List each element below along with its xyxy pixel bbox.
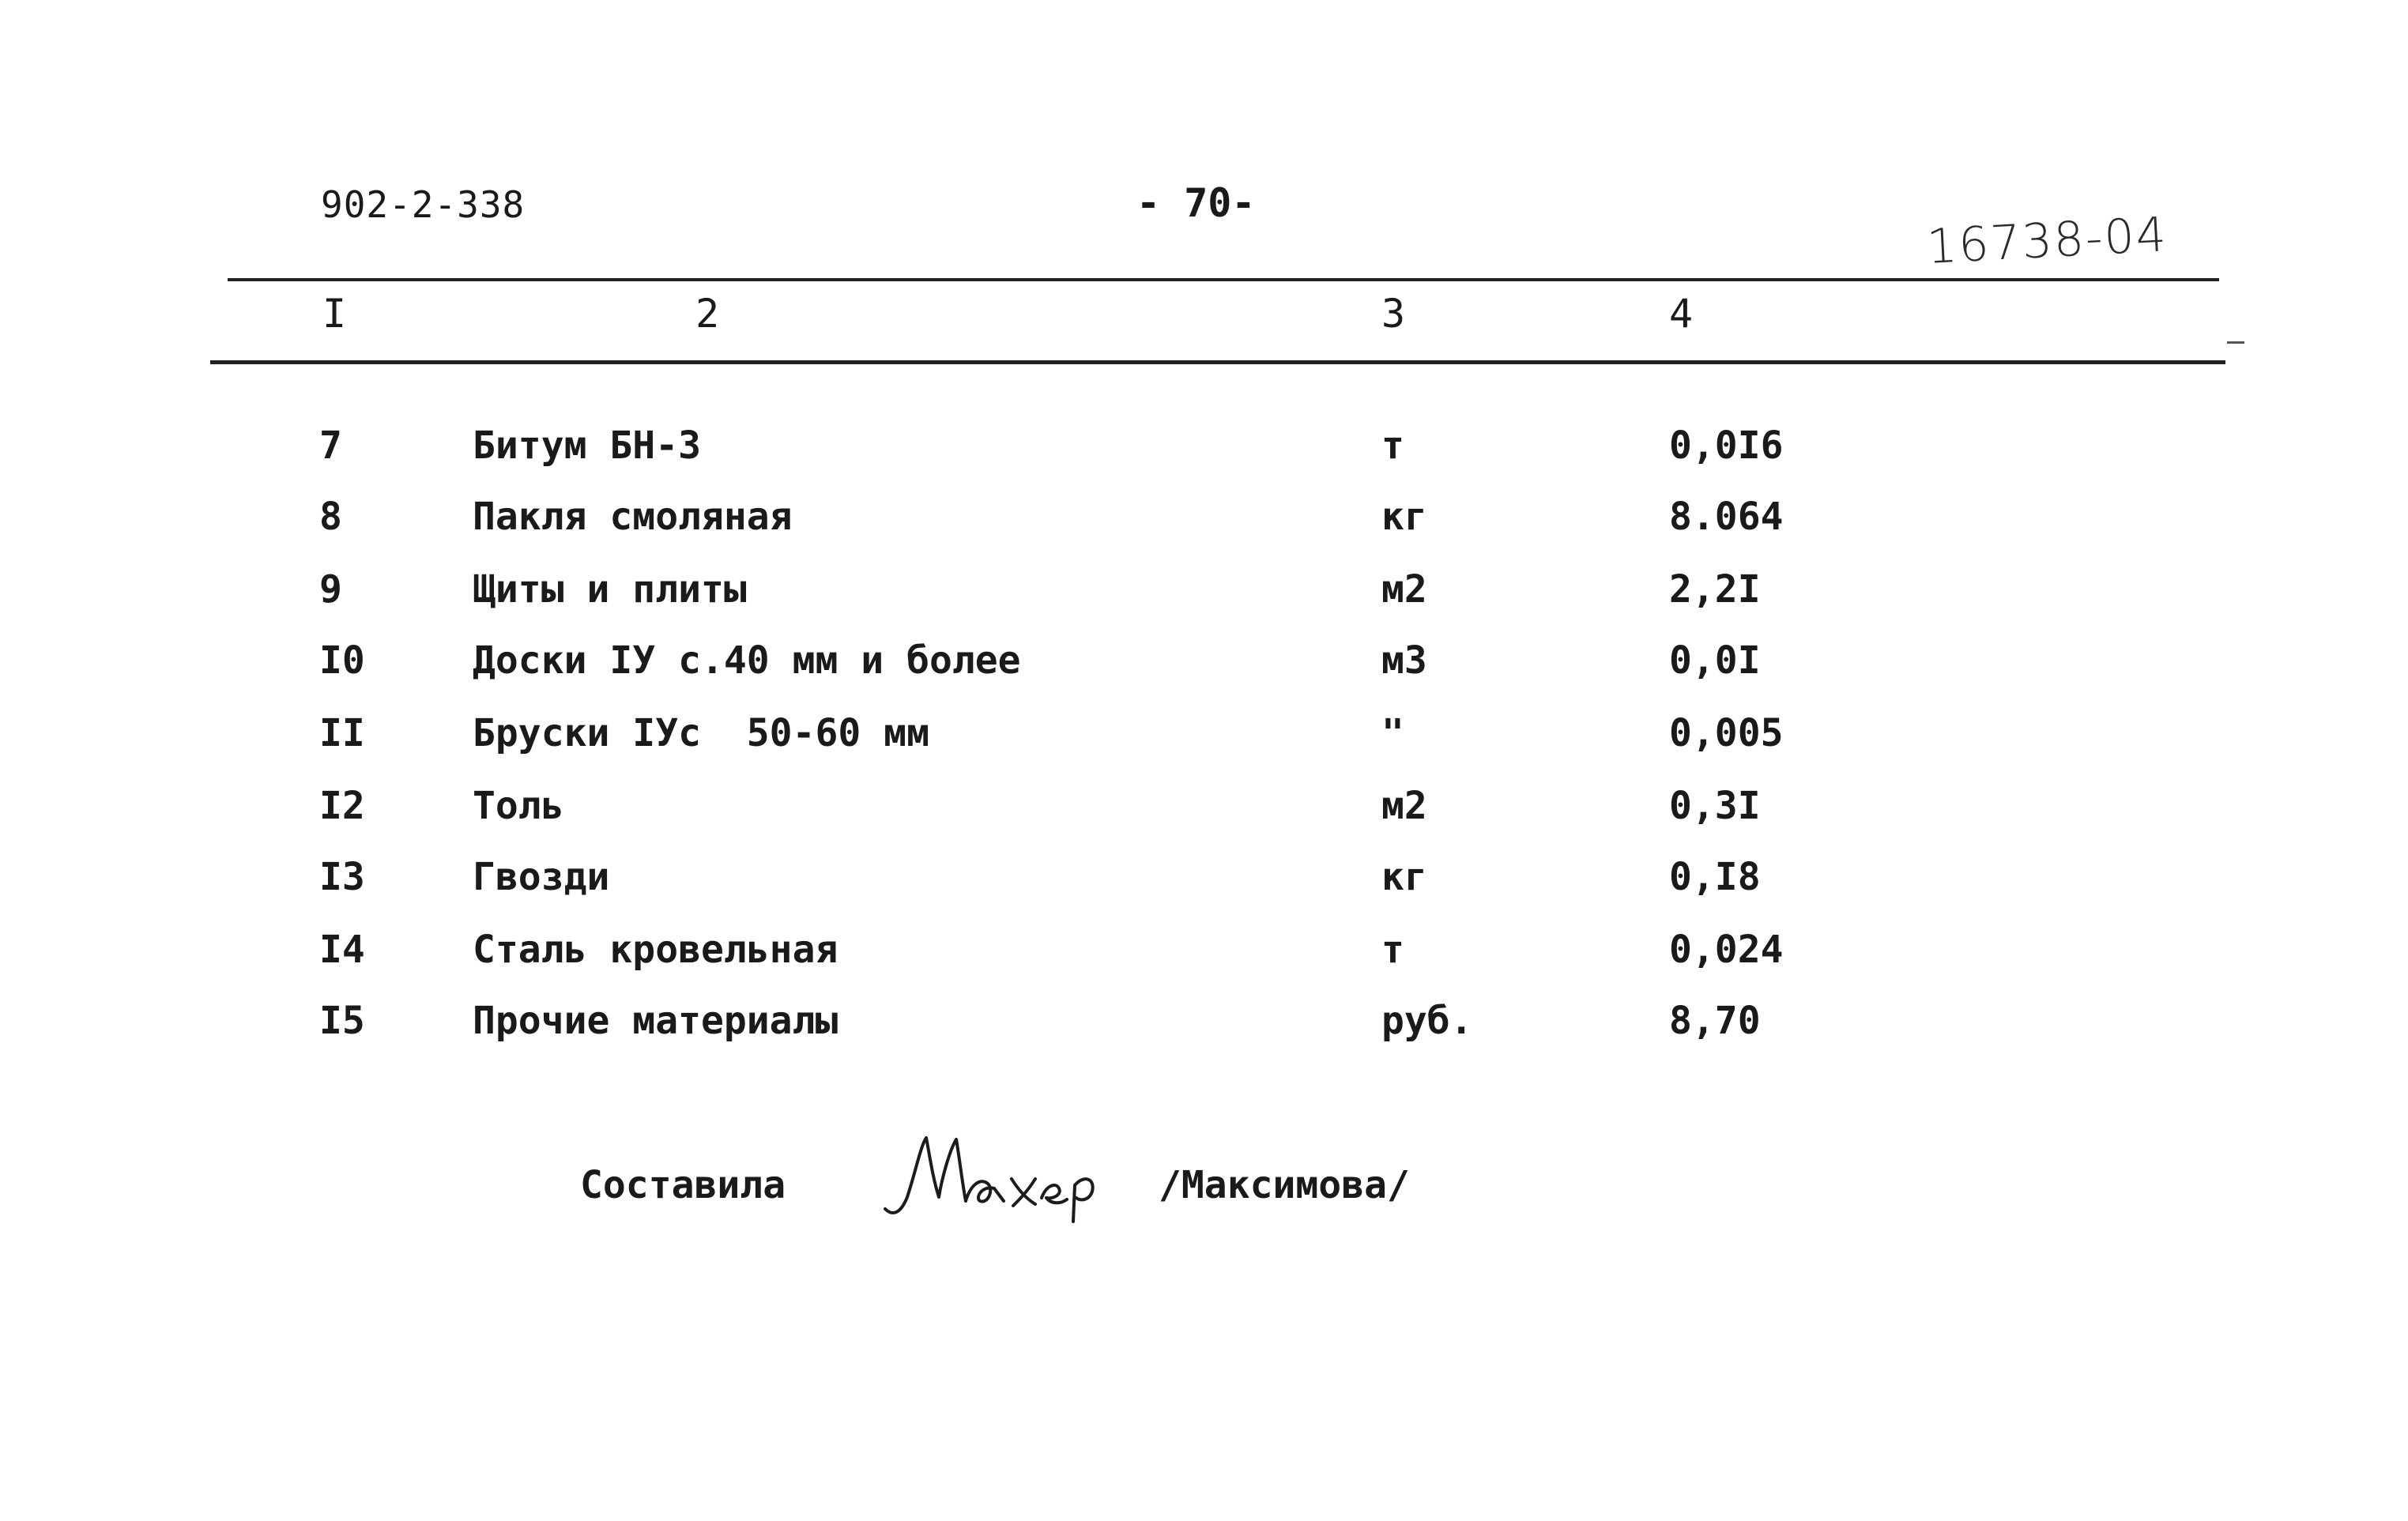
quantity: 0,0I6	[1669, 424, 1784, 468]
material-name: Толь	[473, 784, 564, 828]
material-name: Доски IУ с.40 мм и более	[473, 638, 1021, 683]
table-row	[0, 999, 2408, 1070]
unit: т	[1381, 424, 1404, 468]
unit: м2	[1381, 784, 1427, 828]
quantity: 2,2I	[1669, 567, 1761, 612]
row-number: I3	[319, 855, 365, 899]
table-row	[0, 638, 2408, 710]
quantity: 0,I8	[1669, 855, 1761, 899]
table-row	[0, 495, 2408, 566]
row-number: I5	[319, 999, 365, 1043]
material-name: Прочие материалы	[473, 999, 838, 1043]
document-code: 902-2-338	[321, 183, 526, 226]
unit: м2	[1381, 567, 1427, 612]
material-name: Бруски IУс 50-60 мм	[473, 711, 929, 755]
quantity: 0,024	[1669, 928, 1784, 972]
table-row	[0, 711, 2408, 782]
compiled-by-label: Составила	[580, 1163, 786, 1207]
unit: руб.	[1381, 999, 1473, 1043]
table-row	[0, 424, 2408, 495]
rule-mark	[2227, 341, 2244, 344]
row-number: II	[319, 711, 365, 755]
compiler-name: /Максимова/	[1159, 1163, 1410, 1207]
unit: кг	[1381, 855, 1427, 899]
material-name: Пакля смоляная	[473, 495, 793, 539]
handwritten-signature	[877, 1122, 1114, 1233]
row-number: I2	[319, 784, 365, 828]
column-header-2: 2	[695, 291, 720, 337]
table-row	[0, 928, 2408, 999]
unit: т	[1381, 928, 1404, 972]
row-number: 7	[319, 424, 342, 468]
material-name: Щиты и плиты	[473, 567, 747, 612]
column-header-4: 4	[1669, 291, 1694, 337]
row-number: I0	[319, 638, 365, 683]
column-header-1: I	[322, 291, 347, 337]
row-number: I4	[319, 928, 365, 972]
unit: кг	[1381, 495, 1427, 539]
table-row	[0, 567, 2408, 638]
table-top-rule	[228, 278, 2219, 281]
row-number: 8	[319, 495, 342, 539]
table-row	[0, 855, 2408, 926]
page-number: - 70-	[1136, 180, 1256, 226]
material-name: Гвозди	[473, 855, 610, 899]
row-number: 9	[319, 567, 342, 612]
quantity: 8,70	[1669, 999, 1761, 1043]
unit: "	[1381, 711, 1404, 755]
table-row	[0, 784, 2408, 855]
material-name: Сталь кровельная	[473, 928, 838, 972]
column-header-3: 3	[1381, 291, 1406, 337]
quantity: 0,3I	[1669, 784, 1761, 828]
quantity: 0,0I	[1669, 638, 1761, 683]
table-header-rule	[210, 360, 2225, 364]
material-name: Битум БН-3	[473, 424, 701, 468]
quantity: 0,005	[1669, 711, 1784, 755]
quantity: 8.064	[1669, 495, 1784, 539]
handwritten-inventory-number: 16738-04	[1925, 207, 2169, 275]
unit: м3	[1381, 638, 1427, 683]
